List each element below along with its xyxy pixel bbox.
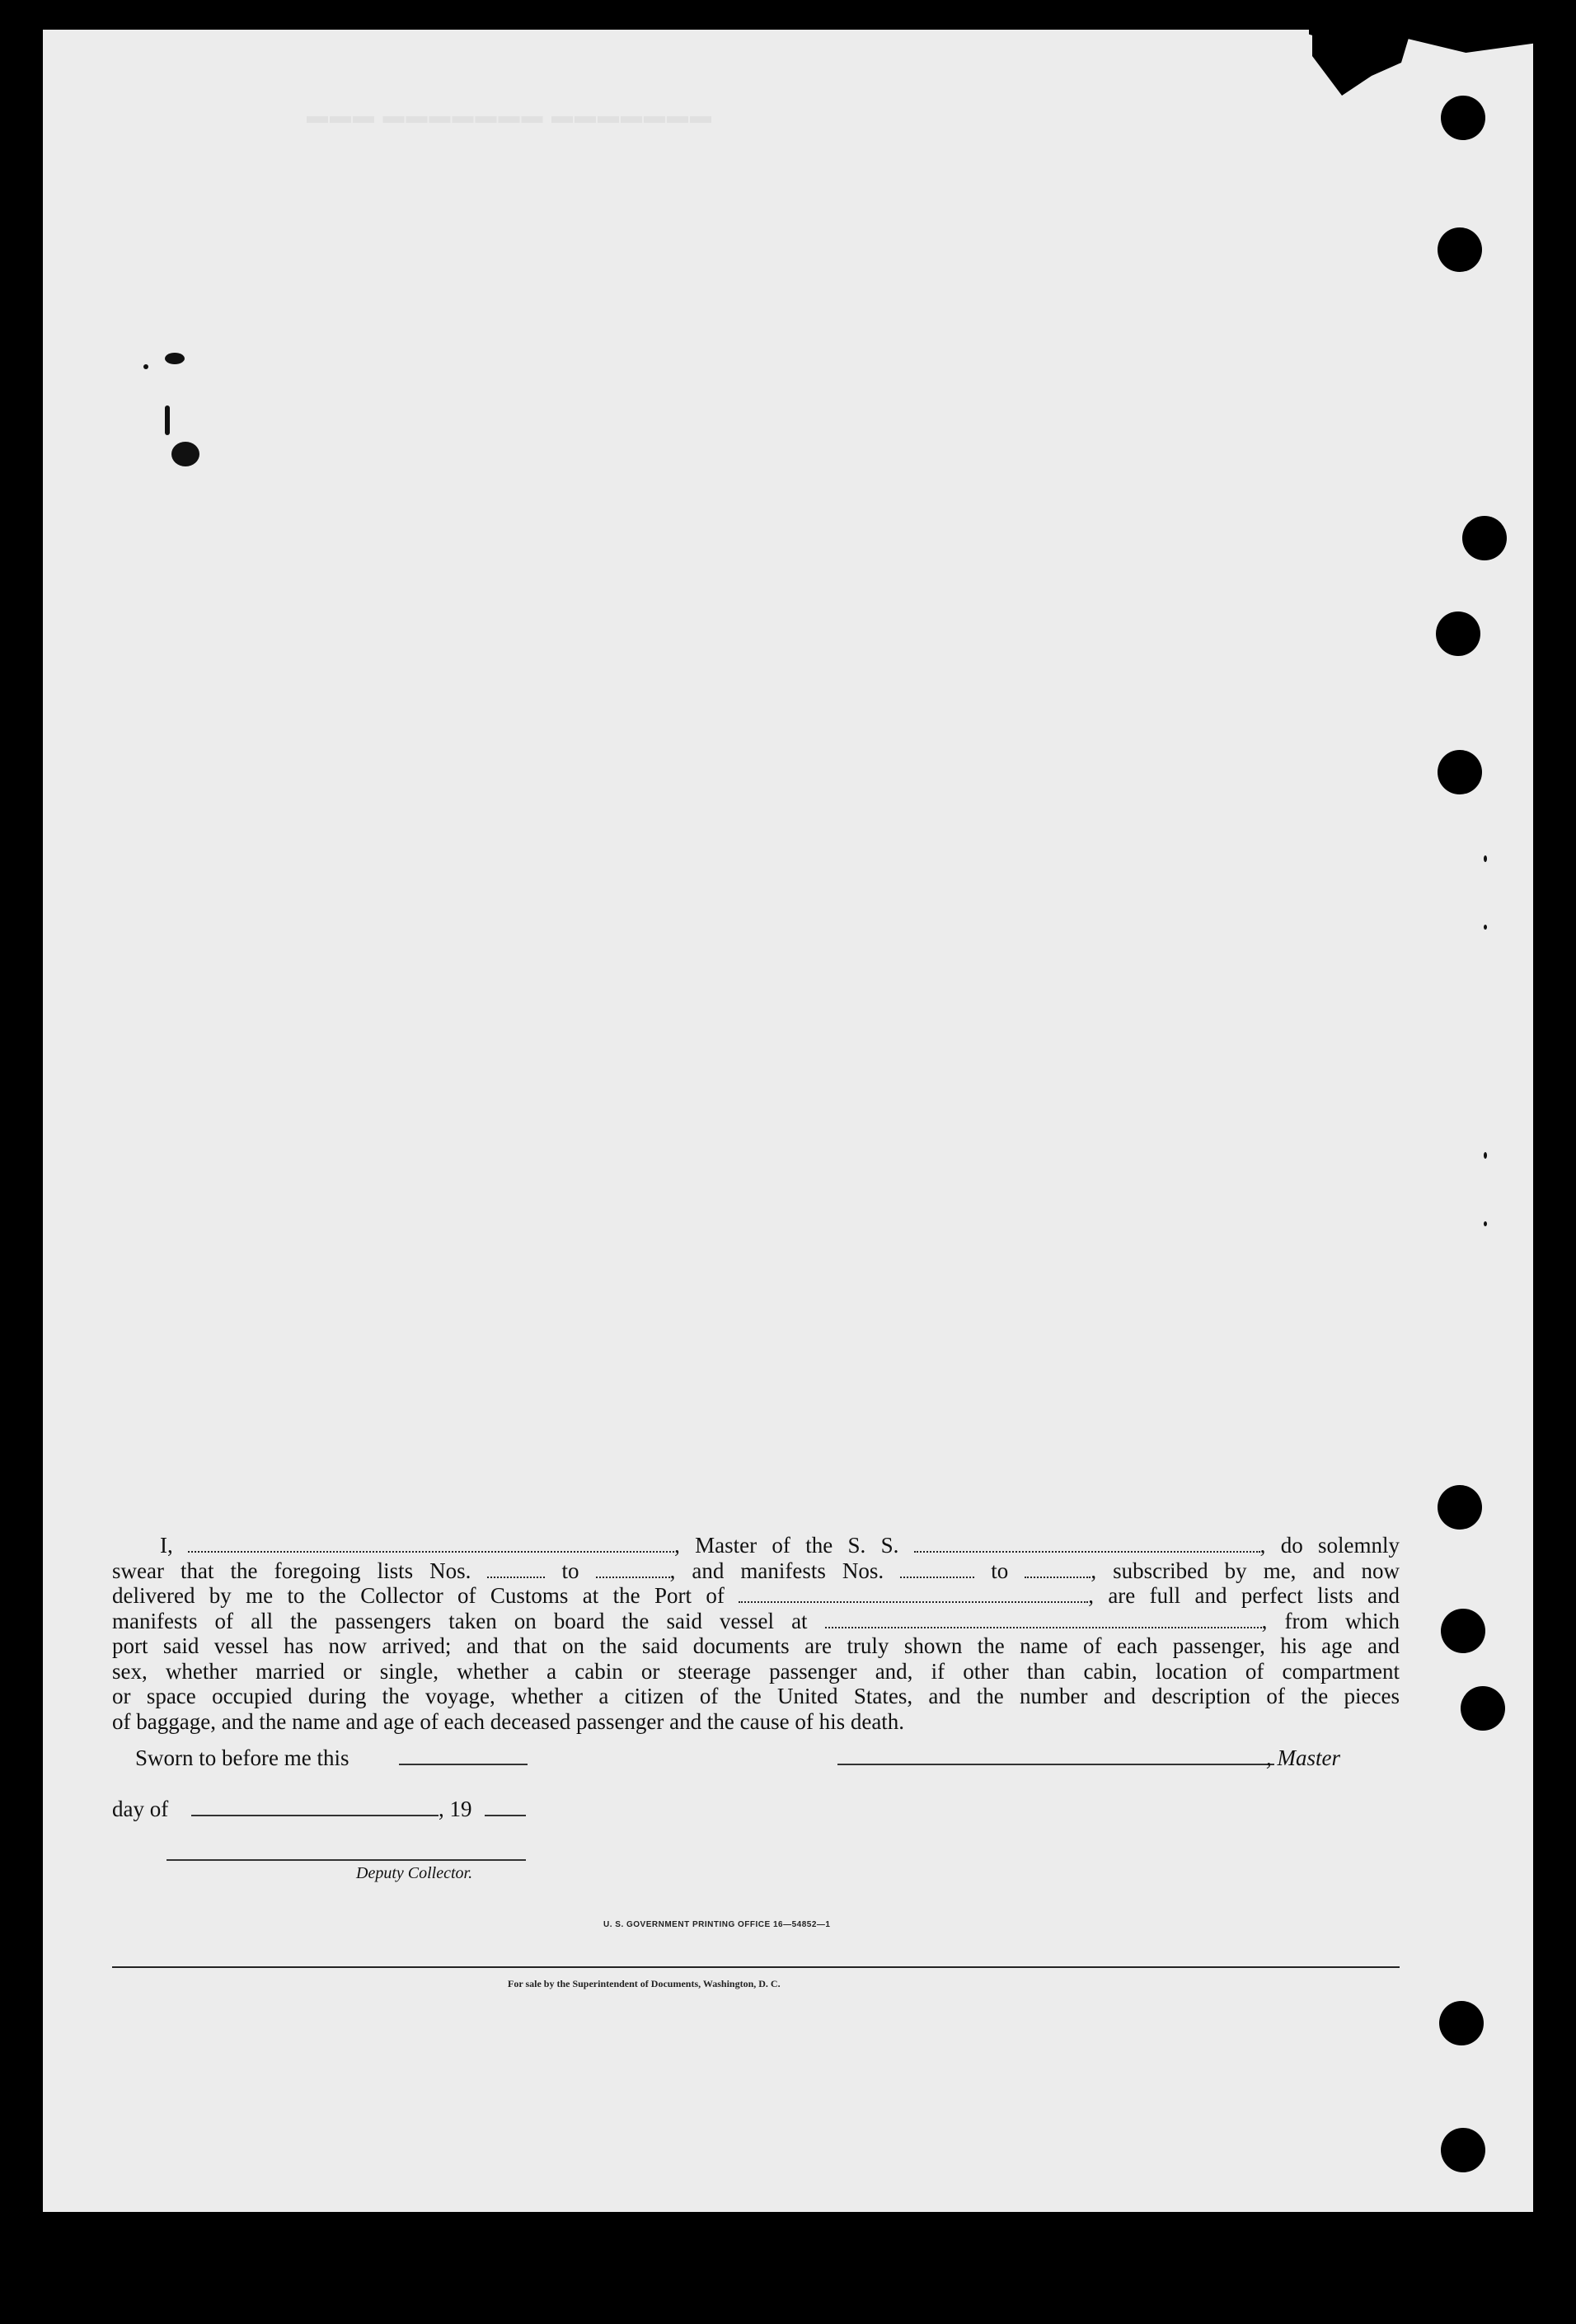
edge-dot <box>1484 1221 1487 1226</box>
oath-paragraph <box>112 1533 1400 1734</box>
oath-line-5: port said vessel has now arrived; and that on the said documents are truly shown the name of each passenger, his age and <box>112 1633 1400 1658</box>
lists-to-blank[interactable] <box>596 1562 670 1578</box>
oath-line-2 <box>112 1558 1400 1584</box>
oath-text: I, <box>160 1533 173 1558</box>
punch-hole <box>1438 227 1482 272</box>
punch-hole <box>1441 1609 1485 1653</box>
deputy-signature-blank[interactable] <box>167 1859 526 1861</box>
master-signature-blank[interactable] <box>837 1764 1274 1765</box>
punch-hole <box>1436 611 1480 656</box>
embark-port-blank[interactable] <box>825 1612 1262 1628</box>
oath-text: to <box>561 1558 579 1583</box>
ink-speck <box>143 364 148 369</box>
oath-line-4 <box>112 1609 1400 1634</box>
punch-hole <box>1441 96 1485 140</box>
port-of-blank[interactable] <box>739 1586 1088 1603</box>
oath-text: manifests of all the passengers taken on board the said vessel at <box>112 1608 808 1633</box>
ship-name-blank[interactable] <box>914 1536 1260 1553</box>
master-name-blank[interactable] <box>188 1536 674 1553</box>
oath-text: swear that the foregoing lists Nos. <box>112 1558 471 1583</box>
punch-hole <box>1438 1485 1482 1530</box>
sworn-day-blank[interactable] <box>399 1764 528 1765</box>
torn-corner-edge <box>1312 30 1411 96</box>
document-page <box>43 30 1533 2212</box>
oath-line-1 <box>112 1533 1400 1558</box>
edge-dot <box>1484 1152 1487 1159</box>
day-of-label: day of <box>112 1797 169 1821</box>
year-blank[interactable] <box>485 1815 526 1816</box>
oath-text: , from which <box>1261 1608 1400 1633</box>
ink-speck <box>171 442 199 466</box>
punch-hole <box>1438 750 1482 794</box>
edge-dot <box>1484 925 1487 930</box>
ink-speck <box>165 353 185 364</box>
bleed-through-mark: ▬▬▬ ▬▬▬▬▬▬▬ ▬▬▬▬▬▬▬ <box>307 104 713 128</box>
oath-text: delivered by me to the Collector of Customs at the Port of <box>112 1583 725 1608</box>
deputy-collector-label: Deputy Collector. <box>356 1864 473 1882</box>
oath-line-3 <box>112 1583 1400 1609</box>
punch-hole <box>1439 2001 1484 2045</box>
punch-hole <box>1462 516 1507 560</box>
manifests-from-blank[interactable] <box>900 1562 974 1578</box>
footer-rule <box>112 1966 1400 1968</box>
punch-hole <box>1441 2128 1485 2172</box>
printing-office-note: U. S. GOVERNMENT PRINTING OFFICE 16—54852—1 <box>603 1920 831 1929</box>
for-sale-note: For sale by the Superintendent of Documents, Washington, D. C. <box>508 1978 781 1989</box>
edge-dot <box>1484 855 1487 862</box>
lists-from-blank[interactable] <box>487 1562 545 1578</box>
oath-text: , do solemnly <box>1259 1533 1400 1558</box>
oath-line-7: or space occupied during the voyage, whether a citizen of the United States, and the number and description of the pieces <box>112 1684 1400 1708</box>
ink-speck <box>165 405 170 435</box>
punch-hole <box>1461 1686 1505 1731</box>
oath-text: , subscribed by me, and now <box>1091 1558 1400 1583</box>
oath-text: , and manifests Nos. <box>669 1558 884 1583</box>
oath-line-6: sex, whether married or single, whether a cabin or steerage passenger and, if other than cabin, location of compartment <box>112 1658 1400 1684</box>
month-blank[interactable] <box>191 1815 439 1816</box>
oath-text: , are full and perfect lists and <box>1088 1583 1400 1608</box>
oath-line-8: of baggage, and the name and age of each deceased passenger and the cause of his death. <box>112 1708 905 1734</box>
manifests-to-blank[interactable] <box>1025 1562 1091 1578</box>
sworn-label: Sworn to before me this <box>135 1745 349 1770</box>
oath-text: to <box>991 1558 1009 1583</box>
master-label: , Master <box>1266 1745 1340 1770</box>
oath-text: , Master of the S. S. <box>674 1533 899 1558</box>
year-prefix: , 19 <box>439 1797 472 1821</box>
